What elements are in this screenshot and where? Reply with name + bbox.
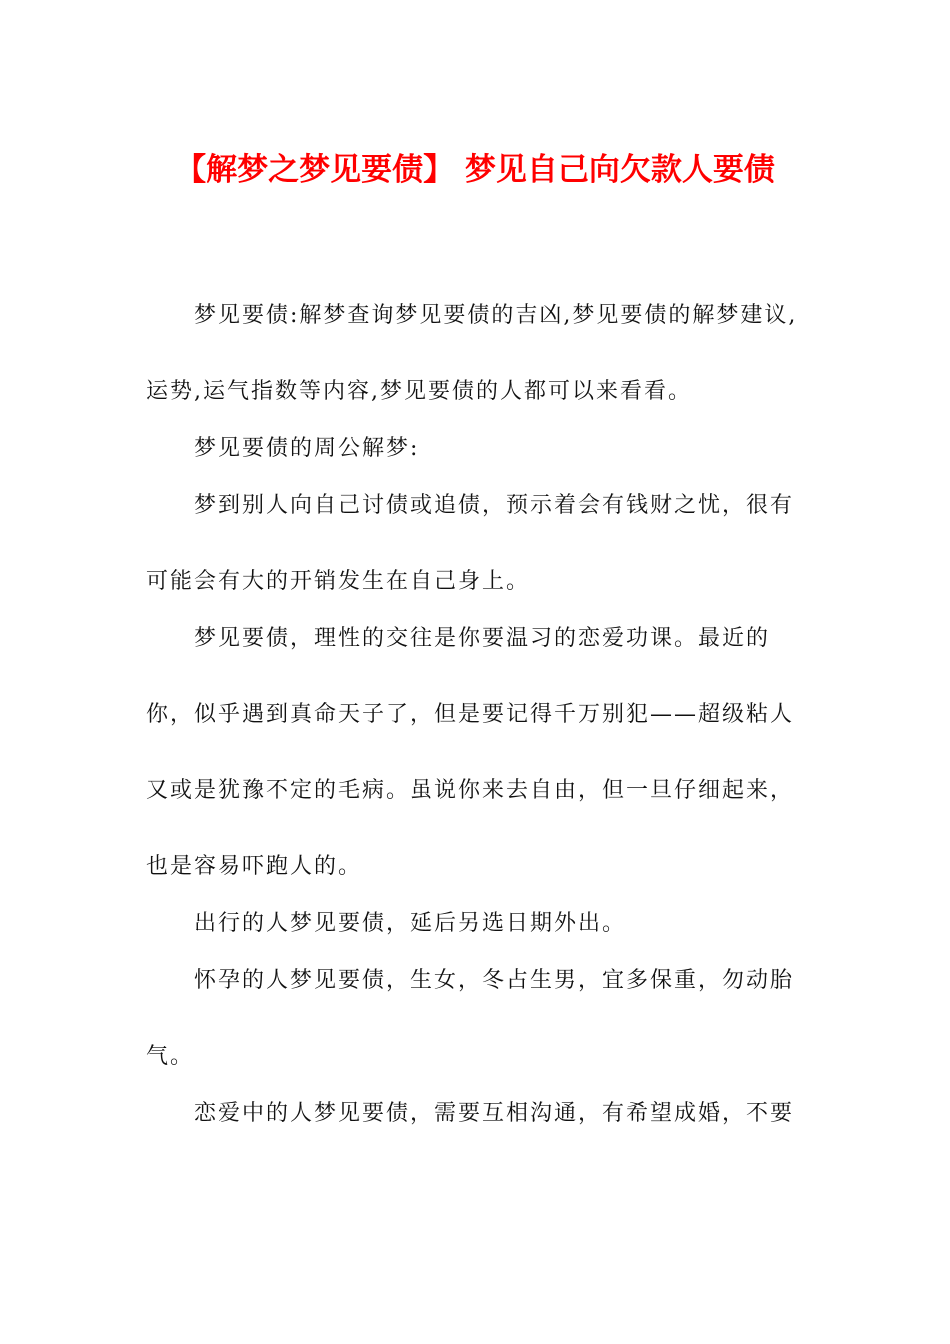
paragraph-in-love: 恋爱中的人梦见要债，需要互相沟通，有希望成婚，不要 bbox=[194, 1101, 795, 1126]
paragraph-pregnancy: 怀孕的人梦见要债，生女，冬占生男，宜多保重，勿动胎气。 bbox=[146, 968, 795, 1069]
document-title: 【解梦之梦见要债】 梦见自己向欠款人要债 bbox=[175, 152, 775, 188]
paragraph-travel: 出行的人梦见要债，延后另选日期外出。 bbox=[194, 911, 627, 936]
paragraph-debt-collection: 梦到别人向自己讨债或追债，预示着会有钱财之忧，很有可能会有大的开销发生在自己身上。 bbox=[146, 493, 795, 594]
paragraph-zhougong-heading: 梦见要债的周公解梦: bbox=[194, 436, 420, 461]
document-body bbox=[146, 278, 806, 1152]
paragraph-intro: 梦见要债:解梦查询梦见要债的吉凶,梦见要债的解梦建议,运势,运气指数等内容,梦见要债的人都可以来看看。 bbox=[146, 303, 798, 404]
paragraph-love-lesson: 梦见要债，理性的交往是你要温习的恋爱功课。最近的你，似乎遇到真命天子了，但是要记得千万别犯——超级粘人又或是犹豫不定的毛病。虽说你来去自由，但一旦仔细起来，也是容易吓跑人的。 bbox=[146, 626, 795, 879]
